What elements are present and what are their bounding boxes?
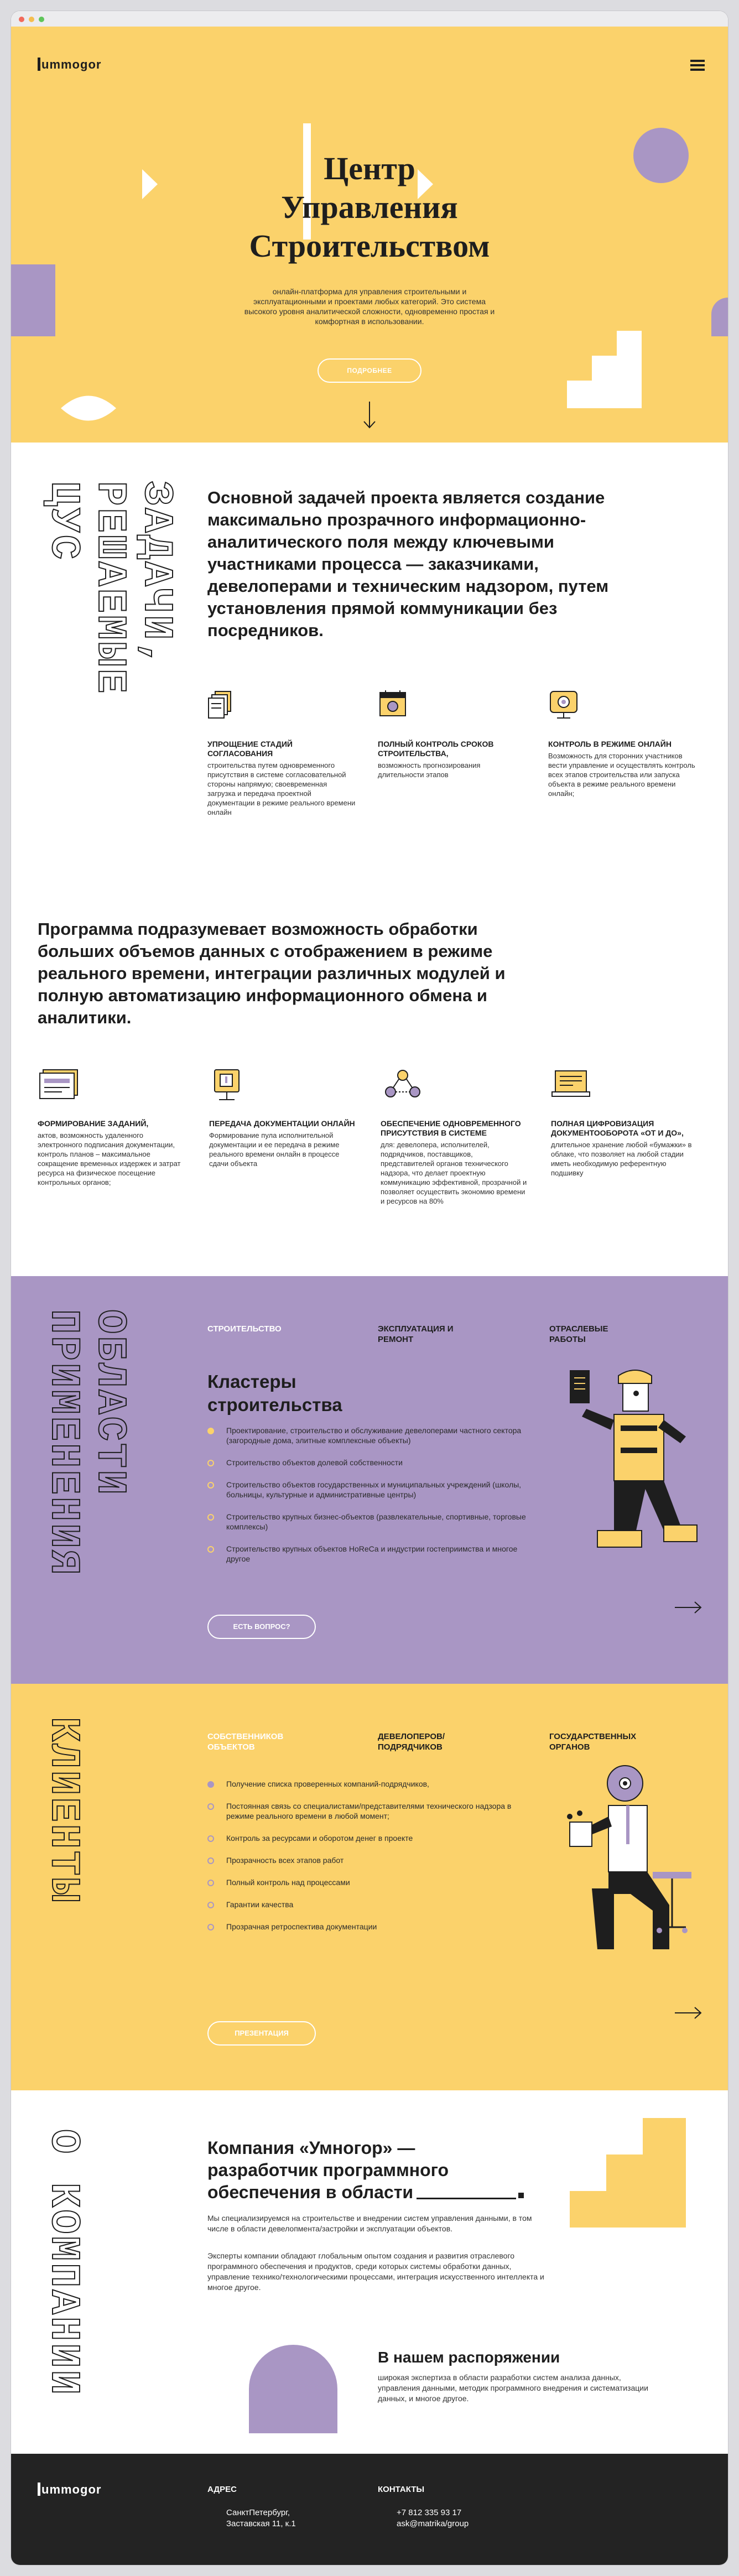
feature-title: УПРОЩЕНИЕ СТАДИЙ СОГЛАСОВАНИЯ [207, 740, 293, 758]
contacts-label: КОНТАКТЫ [378, 2485, 425, 2494]
presentation-button[interactable]: ПРЕЗЕНТАЦИЯ [207, 2021, 316, 2046]
minimize-dot-icon[interactable] [29, 17, 34, 22]
feature-card [207, 688, 357, 817]
laptop-chart-icon [551, 1068, 698, 1107]
close-dot-icon[interactable] [19, 17, 24, 22]
stairs-shape [570, 2111, 686, 2228]
feature-text: для: девелопера, исполнителей, подрядчиков, поставщиков, представителей органов технического надзора, что делает проектную коммуникацию эффективной, прозрачной и позволяет осуществить экономию времени и ресурсов на 80% [381, 1141, 527, 1205]
calendar-icon [378, 688, 527, 727]
list-item: Получение списка проверенных компаний-подрядчиков, [207, 1779, 539, 1789]
worker-illustration [559, 1365, 702, 1586]
tasks-lead-2: Программа подразумевает возможность обработки больших объемов данных с отображением в режиме реального времени, интеграции различных модулей и полную автоматизацию информационного обмена и аналитики. [38, 919, 506, 1027]
arrow-down-icon[interactable] [362, 400, 377, 432]
feature-card [209, 1068, 356, 1168]
more-button[interactable]: ПОДРОБНЕЕ [318, 358, 421, 383]
address-label: АДРЕС [207, 2485, 237, 2494]
clients-list [207, 1779, 539, 1932]
feature-text: Возможность для сторонних участников вести управление и осуществлять контроль всех этапов строительства или запуска объекта в режиме реального времени онлайн; [548, 752, 695, 798]
tasks-vertical-title: ЗАДАЧИ, РЕШАЕМЫЕ ЦУС [40, 481, 179, 696]
feature-card [378, 688, 527, 779]
feature-text: строительства путем одновременного присутствия в системе согласовательной стороны напрямую; своевременная загрузка и передача проектной документации в режиме реального времени онлайн [207, 761, 356, 816]
reader-illustration [559, 1761, 702, 1994]
form-window-icon [38, 1068, 184, 1107]
purple-arch-shape [249, 2345, 337, 2433]
tab-maintenance[interactable]: ЭКСПЛУАТАЦИЯ И РЕМОНТ [378, 1324, 454, 1344]
phone-link[interactable]: +7 812 335 93 17 [397, 2508, 462, 2517]
tab-government[interactable]: ГОСУДАРСТВЕННЫХ ОРГАНОВ [549, 1732, 637, 1752]
maximize-dot-icon[interactable] [39, 17, 44, 22]
feature-title: ФОРМИРОВАНИЕ ЗАДАНИЙ, [38, 1119, 149, 1128]
tab-owners[interactable]: СОБСТВЕННИКОВ ОБЪЕКТОВ [207, 1732, 284, 1752]
footer-contacts [378, 2485, 544, 2530]
clients-section [11, 1684, 728, 2090]
about-text-1: Мы специализируемся на строительстве и внедрении систем управления данными, в том числе в области девелопмента/застройки и эксплуатации объектов. [207, 2214, 532, 2233]
hero-subtitle: онлайн-платформа для управления строительными и эксплуатационными и проектами любых категорий. Это система высокого уровня аналитической сложности, одновременно простая и комфортная в использовании. [244, 287, 495, 326]
feature-card [551, 1068, 698, 1178]
resources-text: широкая экспертиза в области разработки систем анализа данных, управления данными, методик программного внедрения и систематизации данных, и многое другое. [378, 2373, 648, 2403]
feature-text: длительное хранение любой «бумажки» в облаке, что позволяет на любой стадии иметь необходимую референтную подшивку [551, 1141, 692, 1177]
feature-text: Формирование пула исполнительной документации и ее передача в режиме реального времени онлайн в процессе сдачи объекта [209, 1131, 340, 1168]
list-item: Строительство крупных бизнес-объектов (развлекательные, спортивные, торговые комплексы) [207, 1512, 528, 1532]
cluster-list [207, 1425, 528, 1564]
tab-construction[interactable]: СТРОИТЕЛЬСТВО [207, 1324, 282, 1334]
feature-title: ПЕРЕДАЧА ДОКУМЕНТАЦИИ ОНЛАЙН [209, 1119, 355, 1128]
about-text-2: Эксперты компании обладают глобальным опытом создания и развития отраслевого программного обеспечения и продуктов, среди которых системы обработки данных, управление технико/технологическими процессами, интеграция искусственного интеллекта и многое другое. [207, 2251, 544, 2292]
areas-section [11, 1276, 728, 1684]
email-link[interactable]: ask@matrika/group [397, 2519, 469, 2528]
list-item: Строительство объектов долевой собственности [207, 1458, 528, 1467]
tasks-lead: Основной задачей проекта является создание максимально прозрачного информационно-аналитического поля между ключевыми участниками процесса — заказчиками, девелоперами и техническим надзором, путем установления прямой коммуникации без посредников. [207, 488, 609, 640]
footer-address [207, 2485, 351, 2530]
feature-card [381, 1068, 527, 1206]
people-network-icon [381, 1068, 527, 1107]
feature-title: ПОЛНЫЙ КОНТРОЛЬ СРОКОВ СТРОИТЕЛЬСТВА, [378, 740, 494, 758]
resources-block [378, 2348, 665, 2404]
list-item: Строительство крупных объектов HoReCa и индустрии гостеприимства и многое другое [207, 1544, 528, 1564]
tasks-section [11, 443, 728, 1276]
feature-text: возможность прогнозирования длительности этапов [378, 761, 481, 779]
tab-developers[interactable]: ДЕВЕЛОПЕРОВ/ ПОДРЯДЧИКОВ [378, 1732, 445, 1752]
feature-title: КОНТРОЛЬ В РЕЖИМЕ ОНЛАЙН [548, 740, 672, 748]
feature-text: актов, возможность удаленного электронного подписания документации, контроль планов – максимальное сокращение временных издержек и затрат ресурса на физическое посещение контрольных органов; [38, 1131, 181, 1186]
about-vertical-title: О КОМПАНИИ [40, 2129, 86, 2397]
list-item: Контроль за ресурсами и оборотом денег в проекте [207, 1833, 539, 1843]
clients-vertical-title: КЛИЕНТЫ [40, 1717, 86, 1904]
tab-industry[interactable]: ОТРАСЛЕВЫЕ РАБОТЫ [549, 1324, 608, 1344]
feature-title: ПОЛНАЯ ЦИФРОВИЗАЦИЯ ДОКУМЕНТООБОРОТА «ОТ И ДО», [551, 1119, 684, 1137]
features-row-2 [38, 1068, 701, 1261]
browser-window [11, 11, 728, 2565]
feature-card [548, 688, 698, 798]
window-chrome [11, 11, 728, 27]
eye-shape [61, 396, 116, 421]
question-button[interactable]: ЕСТЬ ВОПРОС? [207, 1615, 316, 1639]
documents-icon [207, 688, 357, 727]
list-item: Гарантии качества [207, 1900, 539, 1909]
hero-section [11, 27, 728, 443]
list-item: Полный контроль над процессами [207, 1877, 539, 1887]
cluster-title: Кластеры строительства [207, 1371, 342, 1415]
feature-card [38, 1068, 184, 1187]
eye-monitor-icon [548, 688, 698, 727]
list-item: Строительство объектов государственных и муниципальных учреждений (школы, больницы, культурные и административные центры) [207, 1480, 528, 1500]
arrow-right-icon[interactable] [674, 2006, 702, 2023]
feature-title: ОБЕСПЕЧЕНИЕ ОДНОВРЕМЕННОГО ПРИСУТСТВИЯ В СИСТЕМЕ [381, 1119, 521, 1137]
logo[interactable]: ummogor [38, 58, 101, 72]
features-row-1 [207, 688, 727, 876]
footer [11, 2454, 728, 2565]
hero-title: Центр Управления Строительством [249, 150, 490, 264]
about-title: Компания «Умногор» — разработчик программного обеспечения в области [207, 2137, 550, 2203]
stairs-shape [567, 331, 642, 408]
list-item: Прозрачная ретроспектива документации [207, 1922, 539, 1932]
list-item: Прозрачность всех этапов работ [207, 1855, 539, 1865]
list-item: Проектирование, строительство и обслуживание девелоперами частного сектора (загородные дома, элитные комплексные объекты) [207, 1425, 528, 1445]
phone-transfer-icon [209, 1068, 356, 1107]
arrow-right-icon[interactable] [674, 1600, 702, 1617]
resources-title: В нашем распоряжении [378, 2349, 560, 2366]
address-line: СанктПетербург, [226, 2508, 290, 2517]
about-section [11, 2090, 728, 2454]
footer-logo[interactable]: ummogor [38, 2483, 101, 2497]
list-item: Постоянная связь со специалистами/представителями технического надзора в режиме реального времени в любой момент; [207, 1801, 539, 1821]
areas-vertical-title: ОБЛАСТИ ПРИМЕНЕНИЯ [40, 1309, 133, 1578]
address-line: Заставская 11, к.1 [226, 2519, 296, 2528]
